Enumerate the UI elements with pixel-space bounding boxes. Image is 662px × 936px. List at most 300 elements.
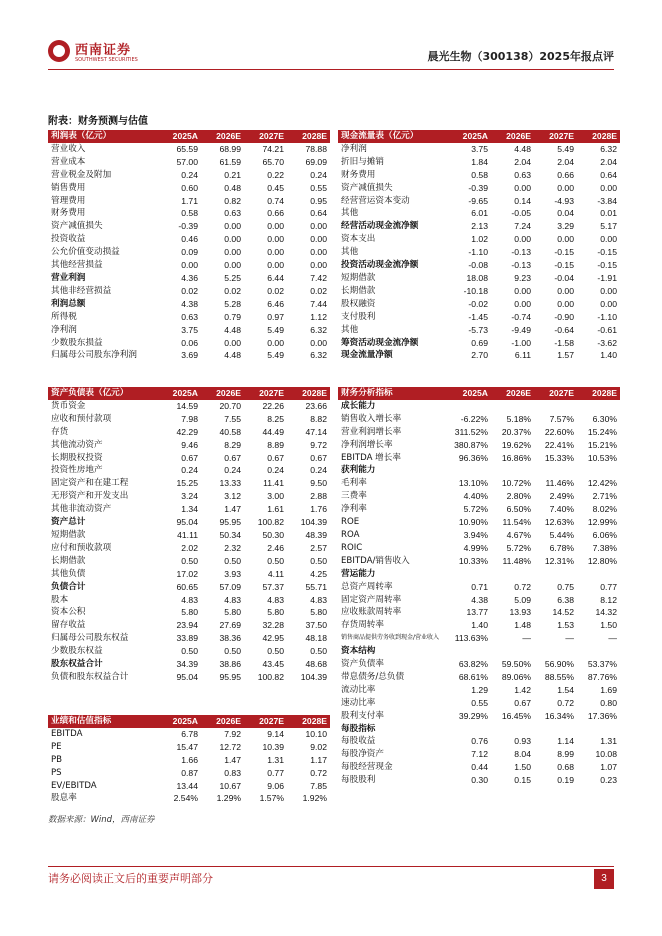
row-label: 资产减值损失 [341,182,393,193]
value-cell: 1.50 [600,620,617,631]
row-label: 每股指标 [341,723,376,734]
value-cell: 19.62% [501,439,531,450]
value-cell [534,723,577,736]
value-cell: 0.83 [224,767,241,778]
value-cell: 78.88 [305,143,327,154]
value-cell: 4.83 [267,594,284,605]
value-cell: 0.82 [224,195,241,206]
value-cell: 3.94% [463,529,488,540]
value-cell: 4.48 [514,143,531,154]
value-cell: 7.42 [310,272,327,283]
table-row [48,728,330,741]
header-divider [48,69,614,70]
value-cell: 0.01 [600,208,617,219]
row-label: 折旧与摊销 [341,156,384,167]
table-row [48,594,330,607]
table-title-cell: 财务分析指标 [338,387,445,400]
table-row [338,516,620,529]
table-row [48,619,330,632]
value-cell: 1.50 [514,762,531,773]
value-cell: 6.38 [557,594,574,605]
value-cell: 0.00 [181,260,198,271]
value-cell: 0.63 [514,169,531,180]
value-cell: -0.04 [554,272,574,283]
row-label: 应收和预付款项 [51,413,112,424]
value-cell: 5.49 [267,324,284,335]
value-cell: 0.22 [267,169,284,180]
table-row [48,143,330,156]
value-cell [491,400,534,413]
income-statement-table [48,130,330,362]
value-cell: 0.02 [310,285,327,296]
value-cell [491,568,534,581]
value-cell: 0.00 [267,337,284,348]
table-row [48,220,330,233]
value-cell: 0.66 [267,208,284,219]
value-cell: -0.64 [554,324,574,335]
value-cell: 1.54 [557,684,574,695]
value-cell: 0.00 [310,234,327,245]
value-cell: 15.24% [587,426,617,437]
row-label: 归属母公司股东净利润 [51,350,137,361]
value-cell: 69.09 [305,156,327,167]
table-header-row [48,387,330,400]
table-row [338,337,620,350]
value-cell: 0.00 [600,182,617,193]
value-cell: 0.00 [600,298,617,309]
row-label: ROA [341,529,360,540]
year-header-cell: 2027E [244,715,287,728]
value-cell: 0.67 [224,452,241,463]
value-cell: 0.00 [224,221,241,232]
value-cell: 4.83 [310,594,327,605]
value-cell: 6.44 [267,272,284,283]
value-cell: 0.63 [224,208,241,219]
row-label: 经营活动现金流净额 [341,221,419,232]
row-label: 利润总额 [51,298,86,309]
value-cell: 4.40% [463,491,488,502]
value-cell [445,568,491,581]
financial-ratios-table [338,387,620,787]
value-cell: -6.22% [460,413,488,424]
value-cell: 5.25 [224,272,241,283]
value-cell: 3.75 [181,324,198,335]
year-header-cell: 2026E [491,130,534,143]
row-label: 资产减值损失 [51,221,103,232]
row-label: 经营营运资本变动 [341,195,410,206]
table-row [48,632,330,645]
value-cell: 104.39 [300,517,327,528]
value-cell: 1.14 [557,736,574,747]
row-label: 资本支出 [341,234,376,245]
value-cell [534,645,577,658]
value-cell [491,464,534,477]
value-cell: -1.00 [511,337,531,348]
year-header-cell: 2025A [155,387,201,400]
value-cell [577,568,620,581]
row-label: 无形资产和开发支出 [51,491,129,502]
value-cell: 95.04 [176,517,198,528]
value-cell: 0.55 [471,697,488,708]
value-cell: 5.49 [557,143,574,154]
value-cell: 12.42% [587,478,617,489]
value-cell [445,400,491,413]
value-cell: 10.39 [262,741,284,752]
value-cell: 5.80 [181,607,198,618]
table-row [48,568,330,581]
table-row [338,233,620,246]
value-cell: 6.32 [310,350,327,361]
value-cell: 9.72 [310,439,327,450]
table-row [338,684,620,697]
value-cell: 1.47 [224,754,241,765]
value-cell: 0.50 [224,646,241,657]
value-cell: — [608,633,617,644]
table-row [48,516,330,529]
value-cell: — [522,633,531,644]
row-label: 留存收益 [51,620,86,631]
row-label: 净利润 [341,143,367,154]
value-cell: 8.25 [267,413,284,424]
value-cell: 13.33 [219,478,241,489]
value-cell: 1.31 [600,736,617,747]
value-cell: 65.59 [176,143,198,154]
table-row [338,555,620,568]
value-cell: 17.36% [587,710,617,721]
table-row [338,761,620,774]
row-label: 其他流动资产 [51,439,103,450]
row-label: 财务费用 [51,208,86,219]
row-label: EBITDA [51,728,83,739]
row-label: 营业收入 [51,143,86,154]
row-label: 总资产周转率 [341,581,393,592]
value-cell: 0.00 [267,221,284,232]
value-cell: 23.94 [176,620,198,631]
value-cell: 3.24 [181,491,198,502]
row-label: 股东权益合计 [51,659,103,670]
value-cell: 2.70 [471,350,488,361]
table-row [48,767,330,780]
table-row [48,477,330,490]
value-cell: -10.18 [463,285,488,296]
cash-flow-table [338,130,620,362]
value-cell: 1.66 [181,754,198,765]
row-label: 每股股利 [341,775,376,786]
table-row [338,606,620,619]
value-cell: -9.65 [468,195,488,206]
value-cell: 15.47 [176,741,198,752]
value-cell: 0.00 [514,285,531,296]
value-cell: 0.00 [224,247,241,258]
row-label: 速动比率 [341,697,376,708]
year-header-cell: 2025A [155,715,201,728]
table-row [48,259,330,272]
table-row [338,503,620,516]
row-label: 成长能力 [341,400,376,411]
table-title-cell: 现金流量表（亿元） [338,130,445,143]
value-cell: 61.59 [219,156,241,167]
value-cell: 6.46 [267,298,284,309]
row-label: 流动比率 [341,684,376,695]
value-cell: 1.31 [267,754,284,765]
value-cell: 1.07 [600,762,617,773]
value-cell: 12.31% [544,555,574,566]
value-cell: 42.95 [262,633,284,644]
value-cell: 65.70 [262,156,284,167]
row-label: 每股经营现金 [341,762,393,773]
row-label: 销售商品提供劳务收到现金/营业收入 [341,634,440,642]
row-label: 固定资产和在建工程 [51,478,129,489]
value-cell: 0.00 [310,221,327,232]
table-row [338,529,620,542]
value-cell: -0.61 [597,324,617,335]
value-cell: 89.06% [501,671,531,682]
value-cell: 0.67 [267,452,284,463]
value-cell: 17.02 [176,568,198,579]
value-cell: 9.50 [310,478,327,489]
value-cell: -0.08 [468,260,488,271]
value-cell: -3.84 [597,195,617,206]
value-cell: -0.05 [511,208,531,219]
value-cell: 0.66 [557,169,574,180]
value-cell: 41.11 [177,529,198,540]
value-cell: 1.02 [471,234,488,245]
value-cell: 48.18 [305,633,327,644]
value-cell: 68.99 [219,143,241,154]
value-cell: -0.13 [511,247,531,258]
table-row [48,439,330,452]
value-cell: 18.08 [466,272,488,283]
row-label: 负债合计 [51,581,86,592]
value-cell: 1.17 [310,754,327,765]
value-cell: 7.92 [224,728,241,739]
table-row [338,645,620,658]
row-label: 资产负债率 [341,659,384,670]
value-cell: 57.37 [262,581,284,592]
row-label: 应付和预收款项 [51,542,112,553]
value-cell: 0.44 [471,762,488,773]
value-cell: 0.00 [310,247,327,258]
table-title-cell: 资产负债表（亿元） [48,387,155,400]
table-row [48,555,330,568]
row-label: 股权融资 [341,298,376,309]
value-cell: 56.90% [544,659,574,670]
year-header-cell: 2025A [445,130,491,143]
table-row [48,658,330,671]
table-row [48,426,330,439]
table-row [48,156,330,169]
footer-divider [48,866,614,867]
row-label: 投资收益 [51,234,86,245]
value-cell: 9.14 [267,728,284,739]
table-row [338,413,620,426]
value-cell: 0.97 [267,311,284,322]
table-title-cell: 业绩和估值指标 [48,715,155,728]
value-cell: -0.39 [468,182,488,193]
value-cell: 0.77 [600,581,617,592]
row-label: 净利率 [341,504,367,515]
value-cell: 2.04 [600,156,617,167]
value-cell [577,400,620,413]
value-cell: 0.00 [557,298,574,309]
value-cell: -9.49 [511,324,531,335]
value-cell: 23.66 [305,400,327,411]
value-cell: 0.77 [267,767,284,778]
value-cell: 57.00 [176,156,198,167]
value-cell: 2.80% [506,491,531,502]
row-label: 长期借款 [51,555,86,566]
value-cell: 2.04 [557,156,574,167]
value-cell: -1.58 [554,337,574,348]
row-label: 净利润增长率 [341,439,393,450]
row-label: 存货 [51,426,69,437]
value-cell: 6.06% [592,529,617,540]
value-cell: 74.21 [262,143,284,154]
value-cell: 2.49% [549,491,574,502]
table-row [338,735,620,748]
value-cell: 5.72% [463,504,488,515]
value-cell: 0.75 [557,581,574,592]
table-row [338,619,620,632]
row-label: 获利能力 [341,465,376,476]
value-cell: 0.74 [267,195,284,206]
value-cell: 0.67 [514,697,531,708]
value-cell: 4.48 [224,350,241,361]
value-cell: 4.36 [181,272,198,283]
value-cell: -5.73 [468,324,488,335]
value-cell: 0.30 [471,775,488,786]
table-title-cell: 利润表（亿元） [48,130,155,143]
value-cell: 12.63% [544,517,574,528]
table-row [48,413,330,426]
table-row [48,298,330,311]
value-cell: 0.00 [514,234,531,245]
value-cell: 0.00 [267,234,284,245]
value-cell: 8.99 [557,749,574,760]
table-row [48,464,330,477]
row-label: 货币资金 [51,400,86,411]
row-label: 其他 [341,247,359,258]
value-cell: 1.48 [514,620,531,631]
row-label: 每股收益 [341,736,376,747]
value-cell: 4.38 [181,298,198,309]
table-row [338,710,620,723]
value-cell: 40.58 [219,426,241,437]
value-cell: 6.01 [471,208,488,219]
year-header-cell: 2026E [201,387,244,400]
value-cell: 55.71 [305,581,327,592]
value-cell: 39.29% [458,710,488,721]
value-cell: 33.89 [176,633,198,644]
value-cell: 95.95 [219,671,241,682]
value-cell: -0.15 [597,260,617,271]
table-row [338,464,620,477]
row-label: 支付股利 [341,311,376,322]
table-row [338,143,620,156]
value-cell: 0.00 [267,247,284,258]
table-row [338,568,620,581]
table-header-row [48,130,330,143]
row-label: 少数股东损益 [51,337,103,348]
value-cell: 0.00 [514,182,531,193]
value-cell: 0.58 [471,169,488,180]
value-cell: 15.21% [587,439,617,450]
value-cell: 113.63% [454,633,488,644]
value-cell: 14.32 [595,607,617,618]
row-label: 每股净资产 [341,749,384,760]
value-cell: 2.57 [310,542,327,553]
value-cell: 0.50 [267,646,284,657]
value-cell: 1.69 [600,684,617,695]
page-number: 3 [594,869,614,889]
table-row [338,298,620,311]
value-cell: 27.69 [219,620,241,631]
table-row [338,220,620,233]
value-cell: 3.12 [224,491,241,502]
value-cell: 15.25 [176,478,198,489]
value-cell: 0.00 [267,260,284,271]
table-row [338,272,620,285]
value-cell: 3.69 [181,350,198,361]
year-header-cell: 2027E [244,387,287,400]
row-label: PS [51,767,62,778]
value-cell: 0.02 [267,285,284,296]
row-label: EBITDA/销售收入 [341,555,410,566]
row-label: 现金流量净额 [341,350,393,361]
value-cell: 311.52% [454,426,488,437]
value-cell: 0.24 [181,169,198,180]
value-cell: 0.02 [181,285,198,296]
table-header-row [48,715,330,728]
value-cell: 0.21 [224,169,241,180]
value-cell: 0.50 [267,555,284,566]
value-cell: 0.00 [514,298,531,309]
table-row [48,671,330,684]
value-cell: 2.02 [181,542,198,553]
value-cell: -0.15 [597,247,617,258]
table-row [338,452,620,465]
row-label: 存货周转率 [341,620,384,631]
table-row [338,671,620,684]
value-cell: 0.00 [600,285,617,296]
value-cell: 1.84 [471,156,488,167]
table-row [338,542,620,555]
value-cell: 0.00 [310,337,327,348]
value-cell: 13.93 [509,607,531,618]
row-label: 筹资活动现金流净额 [341,337,419,348]
value-cell: 104.39 [300,671,327,682]
row-label: 应收账款周转率 [341,607,402,618]
value-cell: 3.93 [224,568,241,579]
value-cell: 2.88 [310,491,327,502]
value-cell: 1.76 [310,504,327,515]
row-label: ROIC [341,542,363,553]
report-title: 晨光生物（300138）2025年报点评 [427,50,614,63]
value-cell: 100.82 [257,517,284,528]
value-cell: 13.44 [176,780,198,791]
year-header-cell: 2028E [577,387,620,400]
value-cell: -0.39 [178,221,198,232]
row-label: 公允价值变动损益 [51,247,120,258]
table-row [48,272,330,285]
value-cell: -0.02 [468,298,488,309]
value-cell: 16.86% [501,452,531,463]
value-cell: 10.53% [587,452,617,463]
valuation-table [48,715,330,805]
value-cell: 14.59 [176,400,198,411]
value-cell: 0.93 [514,736,531,747]
row-label: 负债和股东权益合计 [51,671,129,682]
